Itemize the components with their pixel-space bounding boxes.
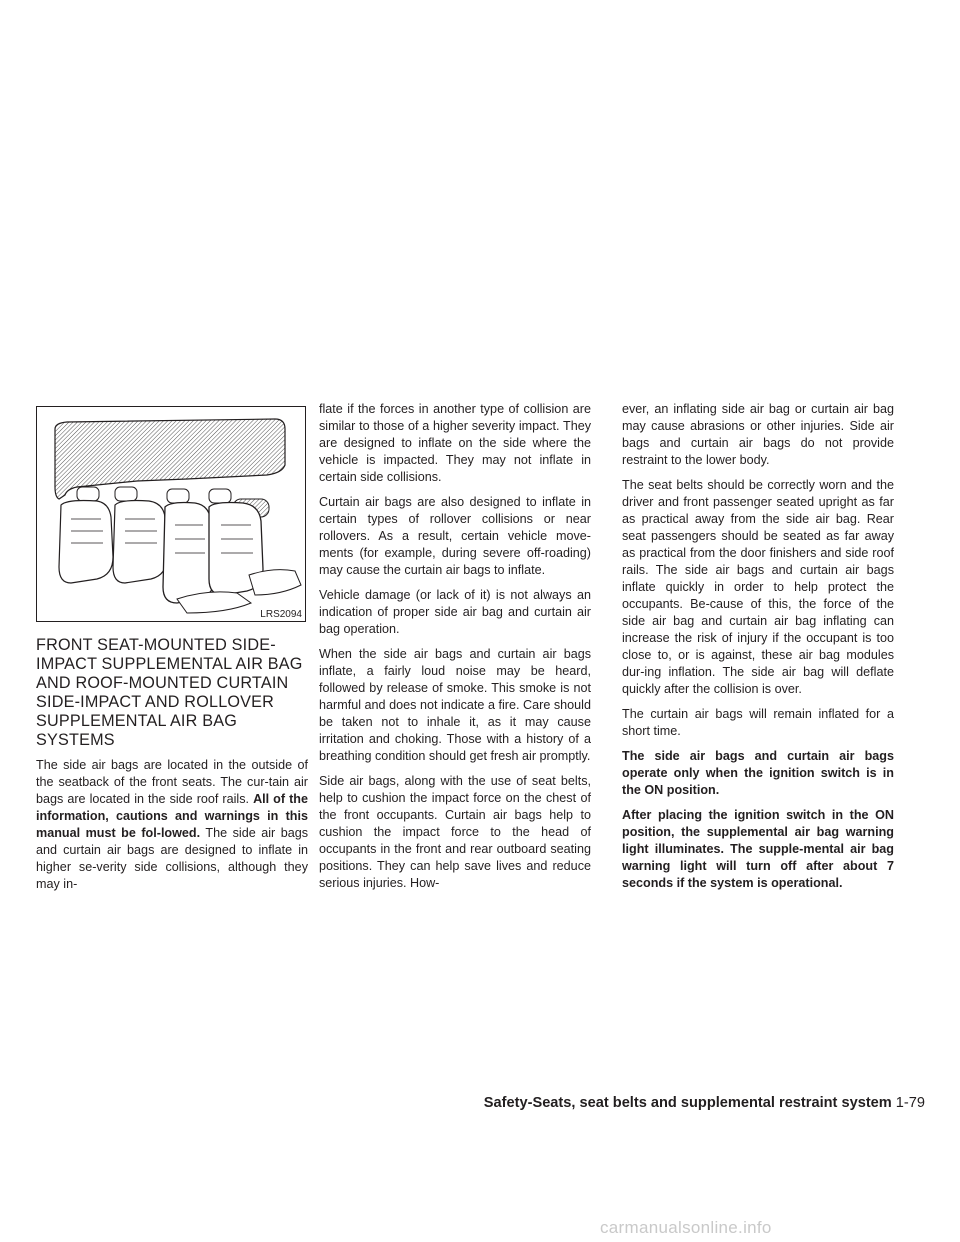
paragraph: When the side air bags and curtain air bags inflate, a fairly loud noise may be heard, followed by release of smoke. This smoke is not harmful and does not indicate a fire. Care should be taken not to inhale it, as it may cause irritation and choking. Those with a history of a breathing condition should get fresh air promptly.: [319, 647, 591, 763]
paragraph: flate if the forces in another type of collision are similar to those of a higher severity impact. They are designed to inflate on the side where the vehicle is impacted. They may not inflate in certain side collisions.: [319, 402, 591, 484]
paragraph: Curtain air bags are also designed to inflate in certain types of rollover collisions or near rollovers. As a result, certain vehicle move-ments (for example, during severe off-roading) may cause the curtain air bags to inflate.: [319, 495, 591, 577]
paragraph-bold: After placing the ignition switch in the ON position, the supplemental air bag warning light illuminates. The supple-mental air bag warning light will turn off after about 7 seconds if the system is operational.: [622, 808, 894, 890]
paragraph: Vehicle damage (or lack of it) is not always an indication of proper side air bag and curtain air bag operation.: [319, 588, 591, 636]
watermark: carmanualsonline.info: [600, 1218, 772, 1237]
page-footer: [0, 1094, 925, 1112]
column-2: [319, 401, 591, 900]
airbag-figure: [36, 406, 306, 622]
paragraph: The seat belts should be correctly worn and the driver and front passenger seated upright as far as practical away from the side air bag. Rear seat passengers should be seated as far away as practical from the door finishers and side roof rails. The side air bags and curtain air bags inflate quickly in order to help protect the occupants. Be-cause of this, the force of the side air bag and curtain air bag inflating can increase the risk of injury if the occupant is too close to, or is against, these air bag modules dur-ing inflation. The side air bag will deflate quickly after the collision is over.: [622, 478, 894, 696]
paragraph: ever, an inflating side air bag or curtain air bag may cause abrasions or other injuries. Side air bags and curtain air bags do not provide restraint to the lower body.: [622, 402, 894, 467]
paragraph: The curtain air bags will remain inflated for a short time.: [622, 707, 894, 738]
figure-label: LRS2094: [260, 609, 302, 620]
column-1: [36, 406, 308, 901]
section-title: Safety-Seats, seat belts and supplemental restraint system: [483, 1095, 892, 1111]
seats-curtain-airbag-icon: [37, 407, 306, 622]
paragraph: Side air bags, along with the use of seat belts, help to cushion the impact force on the chest of the front occupants. Curtain air bags help to cushion the impact force to the head of occupants in the front and rear outboard seating positions. They can help save lives and reduce serious injuries. How-: [319, 774, 591, 890]
section-heading: FRONT SEAT-MOUNTED SIDE-IMPACT SUPPLEMENTAL AIR BAG AND ROOF-MOUNTED CURTAIN SIDE-IMPACT AND ROLLOVER SUPPLEMENTAL AIR BAG SYSTEMS: [36, 636, 303, 749]
paragraph-bold: The side air bags and curtain air bags operate only when the ignition switch is in the ON position.: [622, 749, 894, 797]
page-number: 1-79: [895, 1095, 925, 1111]
column-3: [622, 401, 894, 900]
paragraph: The side air bags are located in the outside of the seatback of the front seats. The cur-tain air bags are located in the side roof rails. All of the information, cautions and warnings in this manual must be fol-lowed. The side air bags and curtain air bags are designed to inflate in higher se-verity side collisions, although they may in-: [36, 758, 308, 891]
